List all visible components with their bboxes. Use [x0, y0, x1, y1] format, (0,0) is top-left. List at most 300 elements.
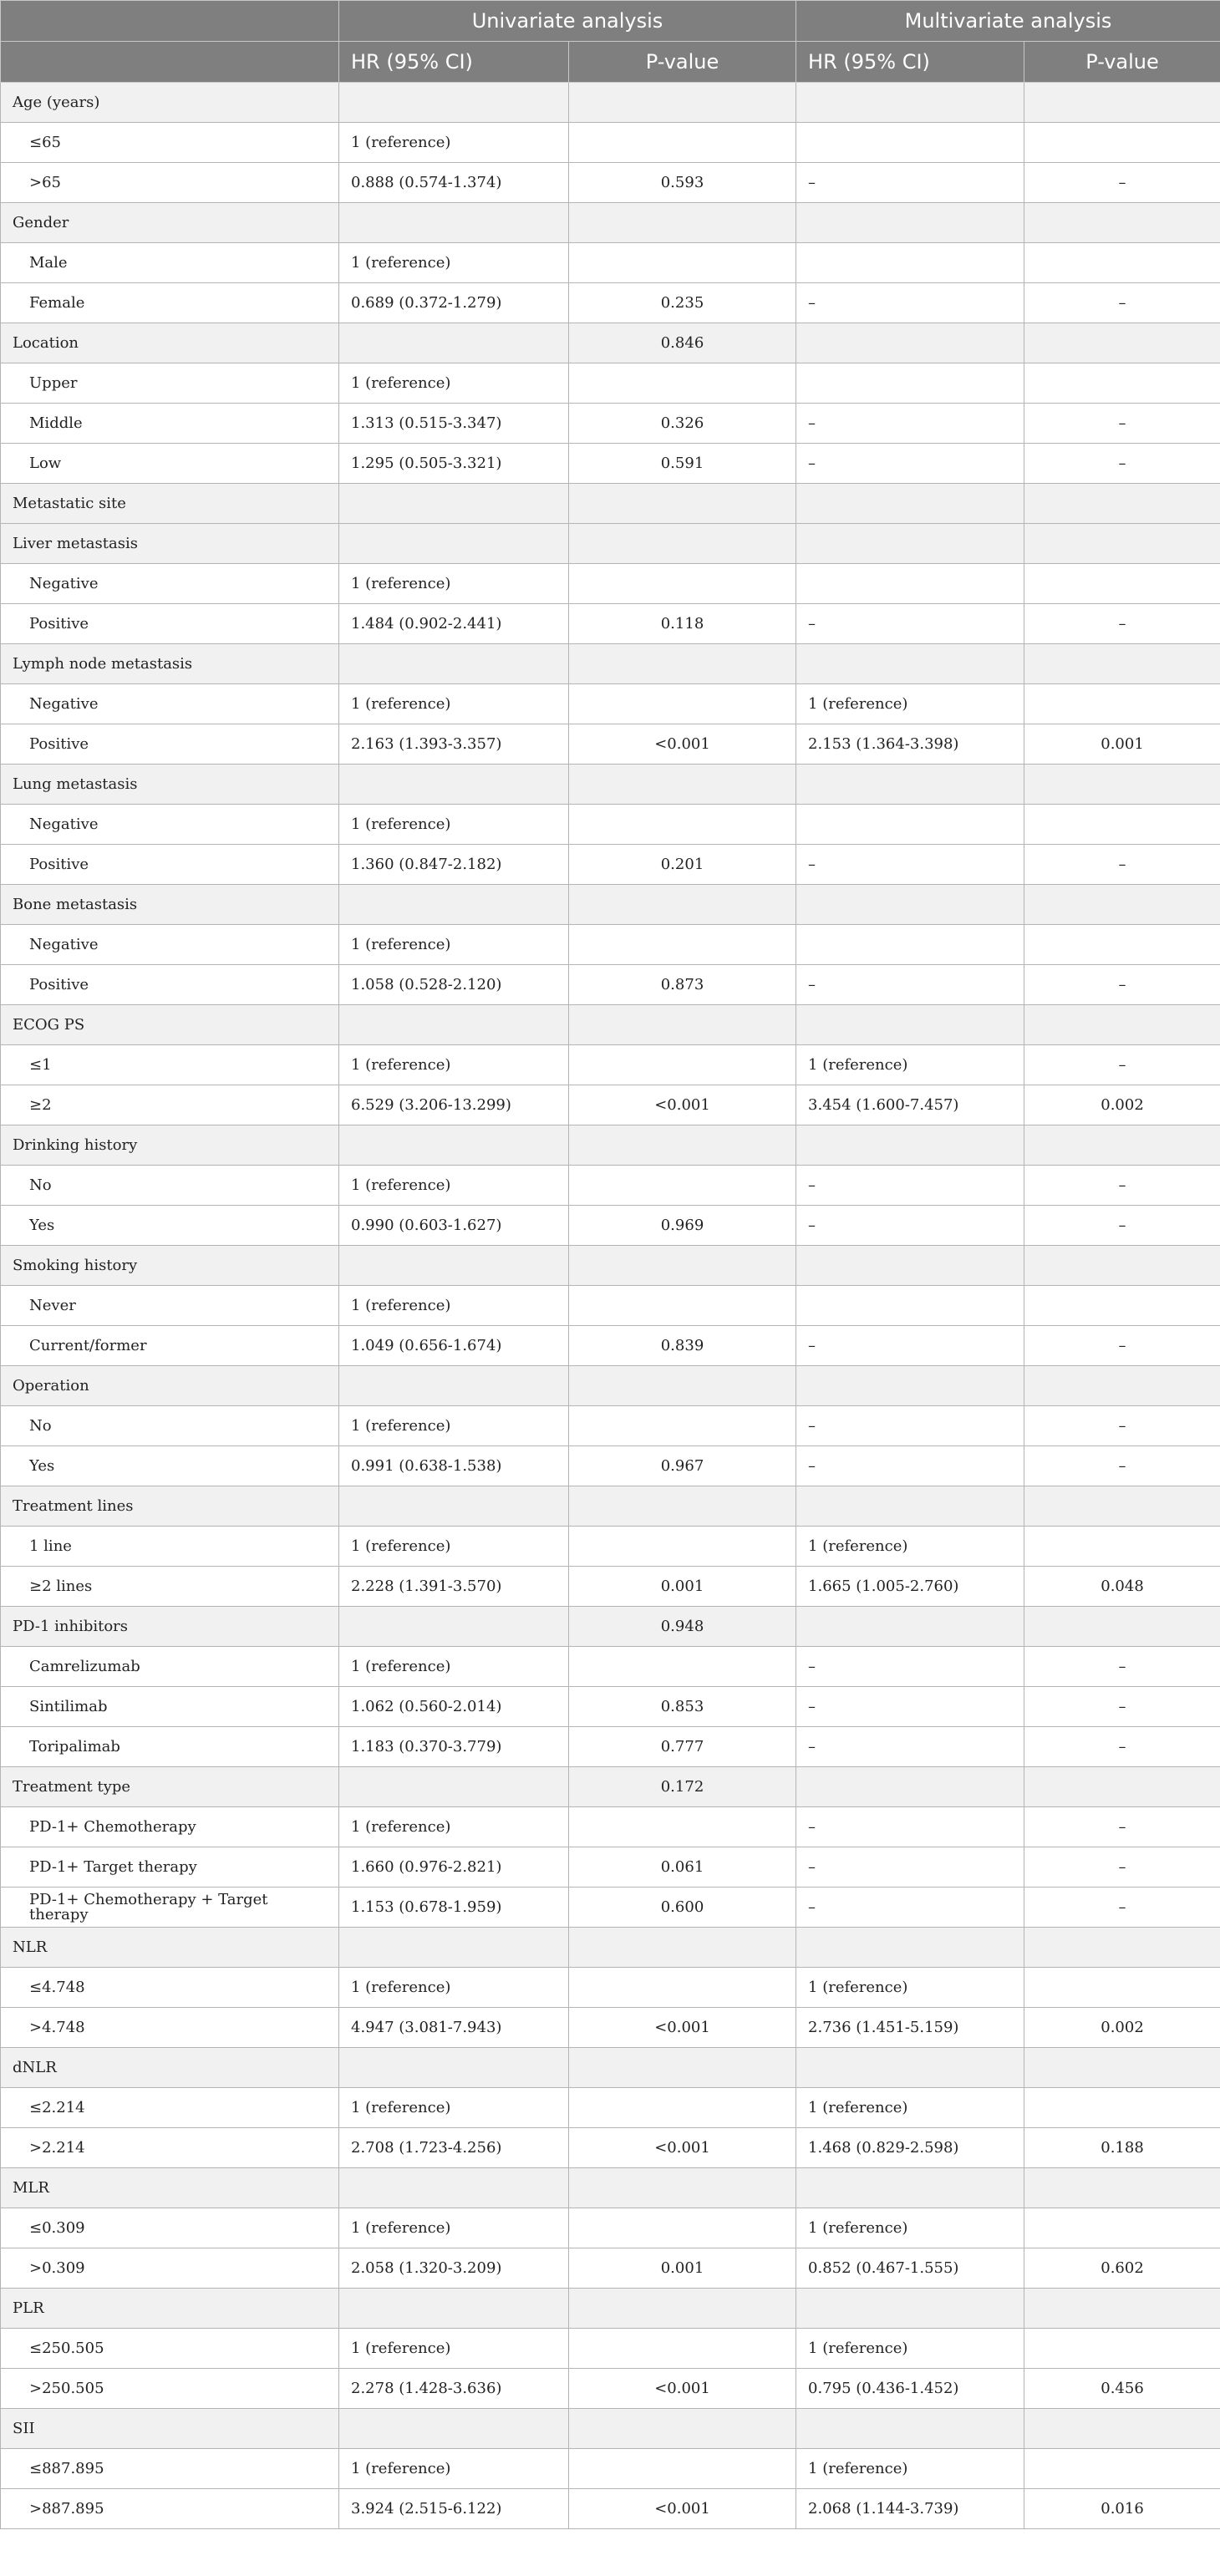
multivariate-hr-cell [796, 805, 1024, 845]
row-label: >4.748 [1, 2008, 339, 2048]
row-label: Camrelizumab [1, 1647, 339, 1687]
multivariate-p-cell: – [1024, 845, 1220, 885]
multivariate-p-cell: – [1024, 1807, 1220, 1847]
multivariate-p-cell [1024, 2409, 1220, 2449]
multivariate-hr-cell: – [796, 163, 1024, 203]
univariate-hr-cell [339, 1607, 569, 1647]
table-row [1, 2449, 1220, 2489]
table-row [1, 805, 1220, 845]
multivariate-hr-cell: 1 (reference) [796, 2208, 1024, 2248]
univariate-p-cell: 0.873 [569, 965, 796, 1005]
univariate-hr-cell [339, 885, 569, 925]
table-group-row [1, 1607, 1220, 1647]
multivariate-p-cell: – [1024, 1406, 1220, 1446]
table-group-row [1, 1246, 1220, 1286]
row-label: Upper [1, 363, 339, 404]
multivariate-p-cell [1024, 564, 1220, 604]
univariate-hr-cell [339, 484, 569, 524]
multivariate-hr-cell: – [796, 444, 1024, 484]
univariate-hr-cell: 4.947 (3.081-7.943) [339, 2008, 569, 2048]
univariate-hr-cell: 1 (reference) [339, 1807, 569, 1847]
univariate-p-cell [569, 1166, 796, 1206]
row-label: >250.505 [1, 2369, 339, 2409]
multivariate-hr-cell: 0.852 (0.467-1.555) [796, 2248, 1024, 2289]
row-label: Drinking history [1, 1125, 339, 1166]
univariate-p-cell: 0.061 [569, 1847, 796, 1888]
table-group-row [1, 2048, 1220, 2088]
multivariate-p-cell: 0.048 [1024, 1567, 1220, 1607]
univariate-p-cell [569, 805, 796, 845]
multivariate-p-cell [1024, 83, 1220, 123]
univariate-hr-cell: 1 (reference) [339, 1286, 569, 1326]
table-row [1, 1406, 1220, 1446]
multivariate-hr-cell [796, 2409, 1024, 2449]
univariate-hr-cell: 1 (reference) [339, 925, 569, 965]
univariate-hr-cell [339, 2289, 569, 2329]
univariate-p-cell [569, 1647, 796, 1687]
multivariate-hr-cell [796, 123, 1024, 163]
multivariate-p-cell [1024, 684, 1220, 724]
multivariate-p-cell: – [1024, 444, 1220, 484]
multivariate-hr-cell: 3.454 (1.600-7.457) [796, 1085, 1024, 1125]
multivariate-hr-cell: – [796, 1847, 1024, 1888]
multivariate-hr-cell [796, 2048, 1024, 2088]
table-group-row [1, 2289, 1220, 2329]
table-row [1, 243, 1220, 283]
multivariate-hr-cell: – [796, 604, 1024, 644]
row-label: No [1, 1406, 339, 1446]
univariate-hr-cell: 1 (reference) [339, 2449, 569, 2489]
table-group-row [1, 765, 1220, 805]
univariate-hr-cell: 1 (reference) [339, 243, 569, 283]
multivariate-hr-cell: 1 (reference) [796, 2449, 1024, 2489]
univariate-hr-cell: 1 (reference) [339, 1045, 569, 1085]
header-column-row [1, 42, 1220, 83]
multivariate-p-cell: 0.016 [1024, 2489, 1220, 2529]
table-group-row [1, 484, 1220, 524]
row-label: Positive [1, 965, 339, 1005]
univariate-hr-cell [339, 83, 569, 123]
row-label: >65 [1, 163, 339, 203]
multivariate-hr-cell [796, 1125, 1024, 1166]
table-row [1, 2329, 1220, 2369]
multivariate-hr-cell: – [796, 1647, 1024, 1687]
univariate-p-cell [569, 644, 796, 684]
multivariate-hr-cell [796, 363, 1024, 404]
univariate-hr-cell: 1.660 (0.976-2.821) [339, 1847, 569, 1888]
multivariate-p-cell [1024, 524, 1220, 564]
univariate-hr-cell: 1.062 (0.560-2.014) [339, 1687, 569, 1727]
univariate-p-cell [569, 1968, 796, 2008]
table-row [1, 1567, 1220, 1607]
multivariate-p-cell [1024, 805, 1220, 845]
univariate-p-cell [569, 2289, 796, 2329]
multivariate-hr-cell [796, 484, 1024, 524]
row-label: ≤0.309 [1, 2208, 339, 2248]
header-p-multivariate: P-value [1024, 42, 1220, 83]
row-label: Lymph node metastasis [1, 644, 339, 684]
univariate-hr-cell [339, 1005, 569, 1045]
univariate-p-cell [569, 2449, 796, 2489]
table-row [1, 965, 1220, 1005]
univariate-p-cell [569, 765, 796, 805]
row-label: Middle [1, 404, 339, 444]
univariate-p-cell [569, 2168, 796, 2208]
multivariate-p-cell: 0.188 [1024, 2128, 1220, 2168]
table-row [1, 1687, 1220, 1727]
univariate-p-cell [569, 1527, 796, 1567]
row-label: Negative [1, 564, 339, 604]
multivariate-hr-cell: – [796, 404, 1024, 444]
table-row [1, 1807, 1220, 1847]
multivariate-hr-cell: – [796, 845, 1024, 885]
table-row [1, 564, 1220, 604]
univariate-hr-cell [339, 1928, 569, 1968]
row-label: No [1, 1166, 339, 1206]
multivariate-p-cell [1024, 1246, 1220, 1286]
multivariate-hr-cell: 1 (reference) [796, 2088, 1024, 2128]
univariate-p-cell: 0.853 [569, 1687, 796, 1727]
univariate-hr-cell: 0.990 (0.603-1.627) [339, 1206, 569, 1246]
multivariate-hr-cell: – [796, 1446, 1024, 1486]
table-row [1, 2088, 1220, 2128]
multivariate-hr-cell: 1 (reference) [796, 2329, 1024, 2369]
table-row [1, 724, 1220, 765]
row-label: Negative [1, 805, 339, 845]
univariate-p-cell [569, 684, 796, 724]
univariate-hr-cell: 1 (reference) [339, 1166, 569, 1206]
table-row [1, 1286, 1220, 1326]
multivariate-p-cell [1024, 765, 1220, 805]
multivariate-p-cell: – [1024, 404, 1220, 444]
multivariate-hr-cell: 1.468 (0.829-2.598) [796, 2128, 1024, 2168]
table-group-row [1, 644, 1220, 684]
table-group-row [1, 1486, 1220, 1527]
univariate-hr-cell [339, 323, 569, 363]
table-row [1, 444, 1220, 484]
multivariate-hr-cell [796, 83, 1024, 123]
table-row [1, 363, 1220, 404]
table-row [1, 163, 1220, 203]
row-label: Positive [1, 845, 339, 885]
multivariate-hr-cell: – [796, 1687, 1024, 1727]
multivariate-hr-cell: – [796, 1206, 1024, 1246]
table-row [1, 1727, 1220, 1767]
row-label: Location [1, 323, 339, 363]
table-group-row [1, 203, 1220, 243]
univariate-p-cell [569, 83, 796, 123]
univariate-hr-cell: 1 (reference) [339, 1647, 569, 1687]
multivariate-p-cell [1024, 1286, 1220, 1326]
multivariate-hr-cell [796, 203, 1024, 243]
univariate-p-cell: 0.600 [569, 1888, 796, 1928]
univariate-hr-cell [339, 1125, 569, 1166]
multivariate-p-cell [1024, 203, 1220, 243]
row-label: Sintilimab [1, 1687, 339, 1727]
multivariate-p-cell: – [1024, 1647, 1220, 1687]
multivariate-hr-cell [796, 1005, 1024, 1045]
row-label: Liver metastasis [1, 524, 339, 564]
univariate-p-cell: 0.591 [569, 444, 796, 484]
multivariate-hr-cell: 1 (reference) [796, 684, 1024, 724]
univariate-p-cell [569, 1005, 796, 1045]
row-label: Age (years) [1, 83, 339, 123]
univariate-p-cell [569, 1286, 796, 1326]
multivariate-p-cell: – [1024, 1446, 1220, 1486]
univariate-hr-cell: 0.888 (0.574-1.374) [339, 163, 569, 203]
univariate-p-cell: 0.948 [569, 1607, 796, 1647]
univariate-p-cell [569, 524, 796, 564]
table-row [1, 2208, 1220, 2248]
row-label: Treatment type [1, 1767, 339, 1807]
univariate-hr-cell: 1.484 (0.902-2.441) [339, 604, 569, 644]
univariate-p-cell: 0.172 [569, 1767, 796, 1807]
multivariate-hr-cell [796, 1286, 1024, 1326]
row-label: Operation [1, 1366, 339, 1406]
multivariate-p-cell [1024, 1486, 1220, 1527]
univariate-hr-cell: 2.708 (1.723-4.256) [339, 2128, 569, 2168]
univariate-p-cell [569, 123, 796, 163]
univariate-p-cell [569, 1045, 796, 1085]
row-label: PLR [1, 2289, 339, 2329]
multivariate-p-cell: – [1024, 604, 1220, 644]
multivariate-hr-cell: – [796, 1166, 1024, 1206]
multivariate-p-cell [1024, 925, 1220, 965]
univariate-p-cell [569, 885, 796, 925]
univariate-hr-cell [339, 644, 569, 684]
table-row [1, 2489, 1220, 2529]
header-blank [1, 1, 339, 42]
univariate-p-cell [569, 363, 796, 404]
header-multivariate: Multivariate analysis [796, 1, 1220, 42]
multivariate-hr-cell: 1.665 (1.005-2.760) [796, 1567, 1024, 1607]
row-label: ≤250.505 [1, 2329, 339, 2369]
univariate-p-cell: <0.001 [569, 1085, 796, 1125]
multivariate-hr-cell: 1 (reference) [796, 1045, 1024, 1085]
univariate-hr-cell: 6.529 (3.206-13.299) [339, 1085, 569, 1125]
row-label: dNLR [1, 2048, 339, 2088]
row-label: Smoking history [1, 1246, 339, 1286]
univariate-hr-cell: 2.228 (1.391-3.570) [339, 1567, 569, 1607]
univariate-p-cell [569, 1928, 796, 1968]
table-body [1, 83, 1220, 2529]
univariate-p-cell: 0.001 [569, 2248, 796, 2289]
multivariate-hr-cell [796, 1607, 1024, 1647]
univariate-p-cell [569, 2208, 796, 2248]
table-group-row [1, 524, 1220, 564]
table-row [1, 845, 1220, 885]
multivariate-p-cell: – [1024, 965, 1220, 1005]
table-row [1, 1446, 1220, 1486]
univariate-p-cell [569, 1486, 796, 1527]
univariate-hr-cell: 1.058 (0.528-2.120) [339, 965, 569, 1005]
table-row [1, 2008, 1220, 2048]
univariate-hr-cell: 1.153 (0.678-1.959) [339, 1888, 569, 1928]
multivariate-p-cell [1024, 123, 1220, 163]
multivariate-hr-cell: 2.736 (1.451-5.159) [796, 2008, 1024, 2048]
univariate-p-cell [569, 1366, 796, 1406]
multivariate-hr-cell [796, 1246, 1024, 1286]
row-label: >887.895 [1, 2489, 339, 2529]
multivariate-p-cell [1024, 2168, 1220, 2208]
multivariate-p-cell [1024, 2048, 1220, 2088]
row-label: Low [1, 444, 339, 484]
multivariate-hr-cell: – [796, 965, 1024, 1005]
multivariate-hr-cell [796, 644, 1024, 684]
univariate-p-cell [569, 2329, 796, 2369]
table-row [1, 925, 1220, 965]
row-label: >2.214 [1, 2128, 339, 2168]
row-label: ≤887.895 [1, 2449, 339, 2489]
multivariate-p-cell: 0.002 [1024, 2008, 1220, 2048]
multivariate-p-cell [1024, 2289, 1220, 2329]
multivariate-hr-cell [796, 564, 1024, 604]
table-row [1, 2369, 1220, 2409]
table-row [1, 1968, 1220, 2008]
multivariate-p-cell: – [1024, 1045, 1220, 1085]
table-group-row [1, 1366, 1220, 1406]
univariate-p-cell [569, 1125, 796, 1166]
row-label: Metastatic site [1, 484, 339, 524]
multivariate-hr-cell [796, 243, 1024, 283]
table-group-row [1, 323, 1220, 363]
univariate-hr-cell [339, 203, 569, 243]
univariate-p-cell [569, 925, 796, 965]
multivariate-hr-cell: 2.068 (1.144-3.739) [796, 2489, 1024, 2529]
row-label: ≥2 lines [1, 1567, 339, 1607]
multivariate-p-cell [1024, 2449, 1220, 2489]
table-group-row [1, 1125, 1220, 1166]
univariate-hr-cell [339, 2048, 569, 2088]
univariate-hr-cell: 0.689 (0.372-1.279) [339, 283, 569, 323]
multivariate-p-cell [1024, 243, 1220, 283]
header-blank-2 [1, 42, 339, 83]
table-row [1, 123, 1220, 163]
univariate-hr-cell [339, 2168, 569, 2208]
univariate-hr-cell: 0.991 (0.638-1.538) [339, 1446, 569, 1486]
multivariate-p-cell [1024, 2329, 1220, 2369]
univariate-p-cell [569, 484, 796, 524]
table-group-row [1, 1005, 1220, 1045]
multivariate-hr-cell: – [796, 1888, 1024, 1928]
univariate-p-cell: 0.201 [569, 845, 796, 885]
univariate-hr-cell: 1 (reference) [339, 1527, 569, 1567]
univariate-hr-cell: 1 (reference) [339, 2208, 569, 2248]
row-label: Treatment lines [1, 1486, 339, 1527]
univariate-hr-cell: 3.924 (2.515-6.122) [339, 2489, 569, 2529]
multivariate-hr-cell [796, 524, 1024, 564]
univariate-p-cell [569, 1246, 796, 1286]
row-label: 1 line [1, 1527, 339, 1567]
multivariate-p-cell [1024, 1767, 1220, 1807]
row-label: PD-1+ Chemotherapy [1, 1807, 339, 1847]
multivariate-hr-cell: – [796, 283, 1024, 323]
row-label: ≤4.748 [1, 1968, 339, 2008]
multivariate-p-cell: – [1024, 163, 1220, 203]
multivariate-hr-cell [796, 2168, 1024, 2208]
row-label: ≤1 [1, 1045, 339, 1085]
univariate-hr-cell: 1 (reference) [339, 1406, 569, 1446]
row-label: Positive [1, 604, 339, 644]
multivariate-p-cell: – [1024, 1687, 1220, 1727]
multivariate-p-cell: 0.001 [1024, 724, 1220, 765]
univariate-p-cell [569, 1406, 796, 1446]
multivariate-p-cell [1024, 323, 1220, 363]
multivariate-hr-cell [796, 323, 1024, 363]
univariate-p-cell: 0.326 [569, 404, 796, 444]
univariate-hr-cell: 1 (reference) [339, 1968, 569, 2008]
univariate-p-cell: <0.001 [569, 2369, 796, 2409]
row-label: Female [1, 283, 339, 323]
table-row [1, 684, 1220, 724]
univariate-hr-cell [339, 1246, 569, 1286]
table-row [1, 1085, 1220, 1125]
table-group-row [1, 885, 1220, 925]
multivariate-hr-cell: – [796, 1727, 1024, 1767]
univariate-hr-cell: 1 (reference) [339, 564, 569, 604]
univariate-hr-cell: 1 (reference) [339, 2329, 569, 2369]
univariate-hr-cell [339, 1486, 569, 1527]
univariate-p-cell: 0.235 [569, 283, 796, 323]
row-label: Yes [1, 1206, 339, 1246]
table-row [1, 2128, 1220, 2168]
univariate-hr-cell [339, 1366, 569, 1406]
header-group-row [1, 1, 1220, 42]
table-row [1, 283, 1220, 323]
univariate-p-cell [569, 203, 796, 243]
multivariate-p-cell: – [1024, 1888, 1220, 1928]
multivariate-p-cell [1024, 1527, 1220, 1567]
univariate-hr-cell: 1.049 (0.656-1.674) [339, 1326, 569, 1366]
univariate-p-cell [569, 243, 796, 283]
univariate-p-cell: 0.118 [569, 604, 796, 644]
univariate-hr-cell [339, 2409, 569, 2449]
multivariate-hr-cell [796, 1366, 1024, 1406]
univariate-hr-cell: 2.278 (1.428-3.636) [339, 2369, 569, 2409]
univariate-p-cell: <0.001 [569, 2008, 796, 2048]
univariate-p-cell: 0.593 [569, 163, 796, 203]
multivariate-p-cell: – [1024, 1727, 1220, 1767]
row-label: PD-1+ Target therapy [1, 1847, 339, 1888]
multivariate-hr-cell [796, 765, 1024, 805]
header-hr-univariate: HR (95% CI) [339, 42, 569, 83]
multivariate-p-cell [1024, 1928, 1220, 1968]
row-label: MLR [1, 2168, 339, 2208]
row-label: Lung metastasis [1, 765, 339, 805]
multivariate-p-cell: 0.002 [1024, 1085, 1220, 1125]
table-row [1, 1647, 1220, 1687]
univariate-p-cell: 0.846 [569, 323, 796, 363]
row-label: Gender [1, 203, 339, 243]
univariate-p-cell: 0.001 [569, 1567, 796, 1607]
univariate-p-cell: 0.967 [569, 1446, 796, 1486]
multivariate-p-cell: – [1024, 283, 1220, 323]
row-label: ≥2 [1, 1085, 339, 1125]
univariate-p-cell: 0.839 [569, 1326, 796, 1366]
multivariate-p-cell [1024, 1005, 1220, 1045]
multivariate-p-cell: 0.456 [1024, 2369, 1220, 2409]
univariate-p-cell [569, 2048, 796, 2088]
multivariate-p-cell [1024, 484, 1220, 524]
univariate-p-cell [569, 564, 796, 604]
univariate-p-cell: <0.001 [569, 2489, 796, 2529]
table-group-row [1, 1928, 1220, 1968]
row-label: >0.309 [1, 2248, 339, 2289]
multivariate-hr-cell: – [796, 1807, 1024, 1847]
table-row [1, 1326, 1220, 1366]
univariate-hr-cell: 1 (reference) [339, 123, 569, 163]
multivariate-hr-cell: 2.153 (1.364-3.398) [796, 724, 1024, 765]
